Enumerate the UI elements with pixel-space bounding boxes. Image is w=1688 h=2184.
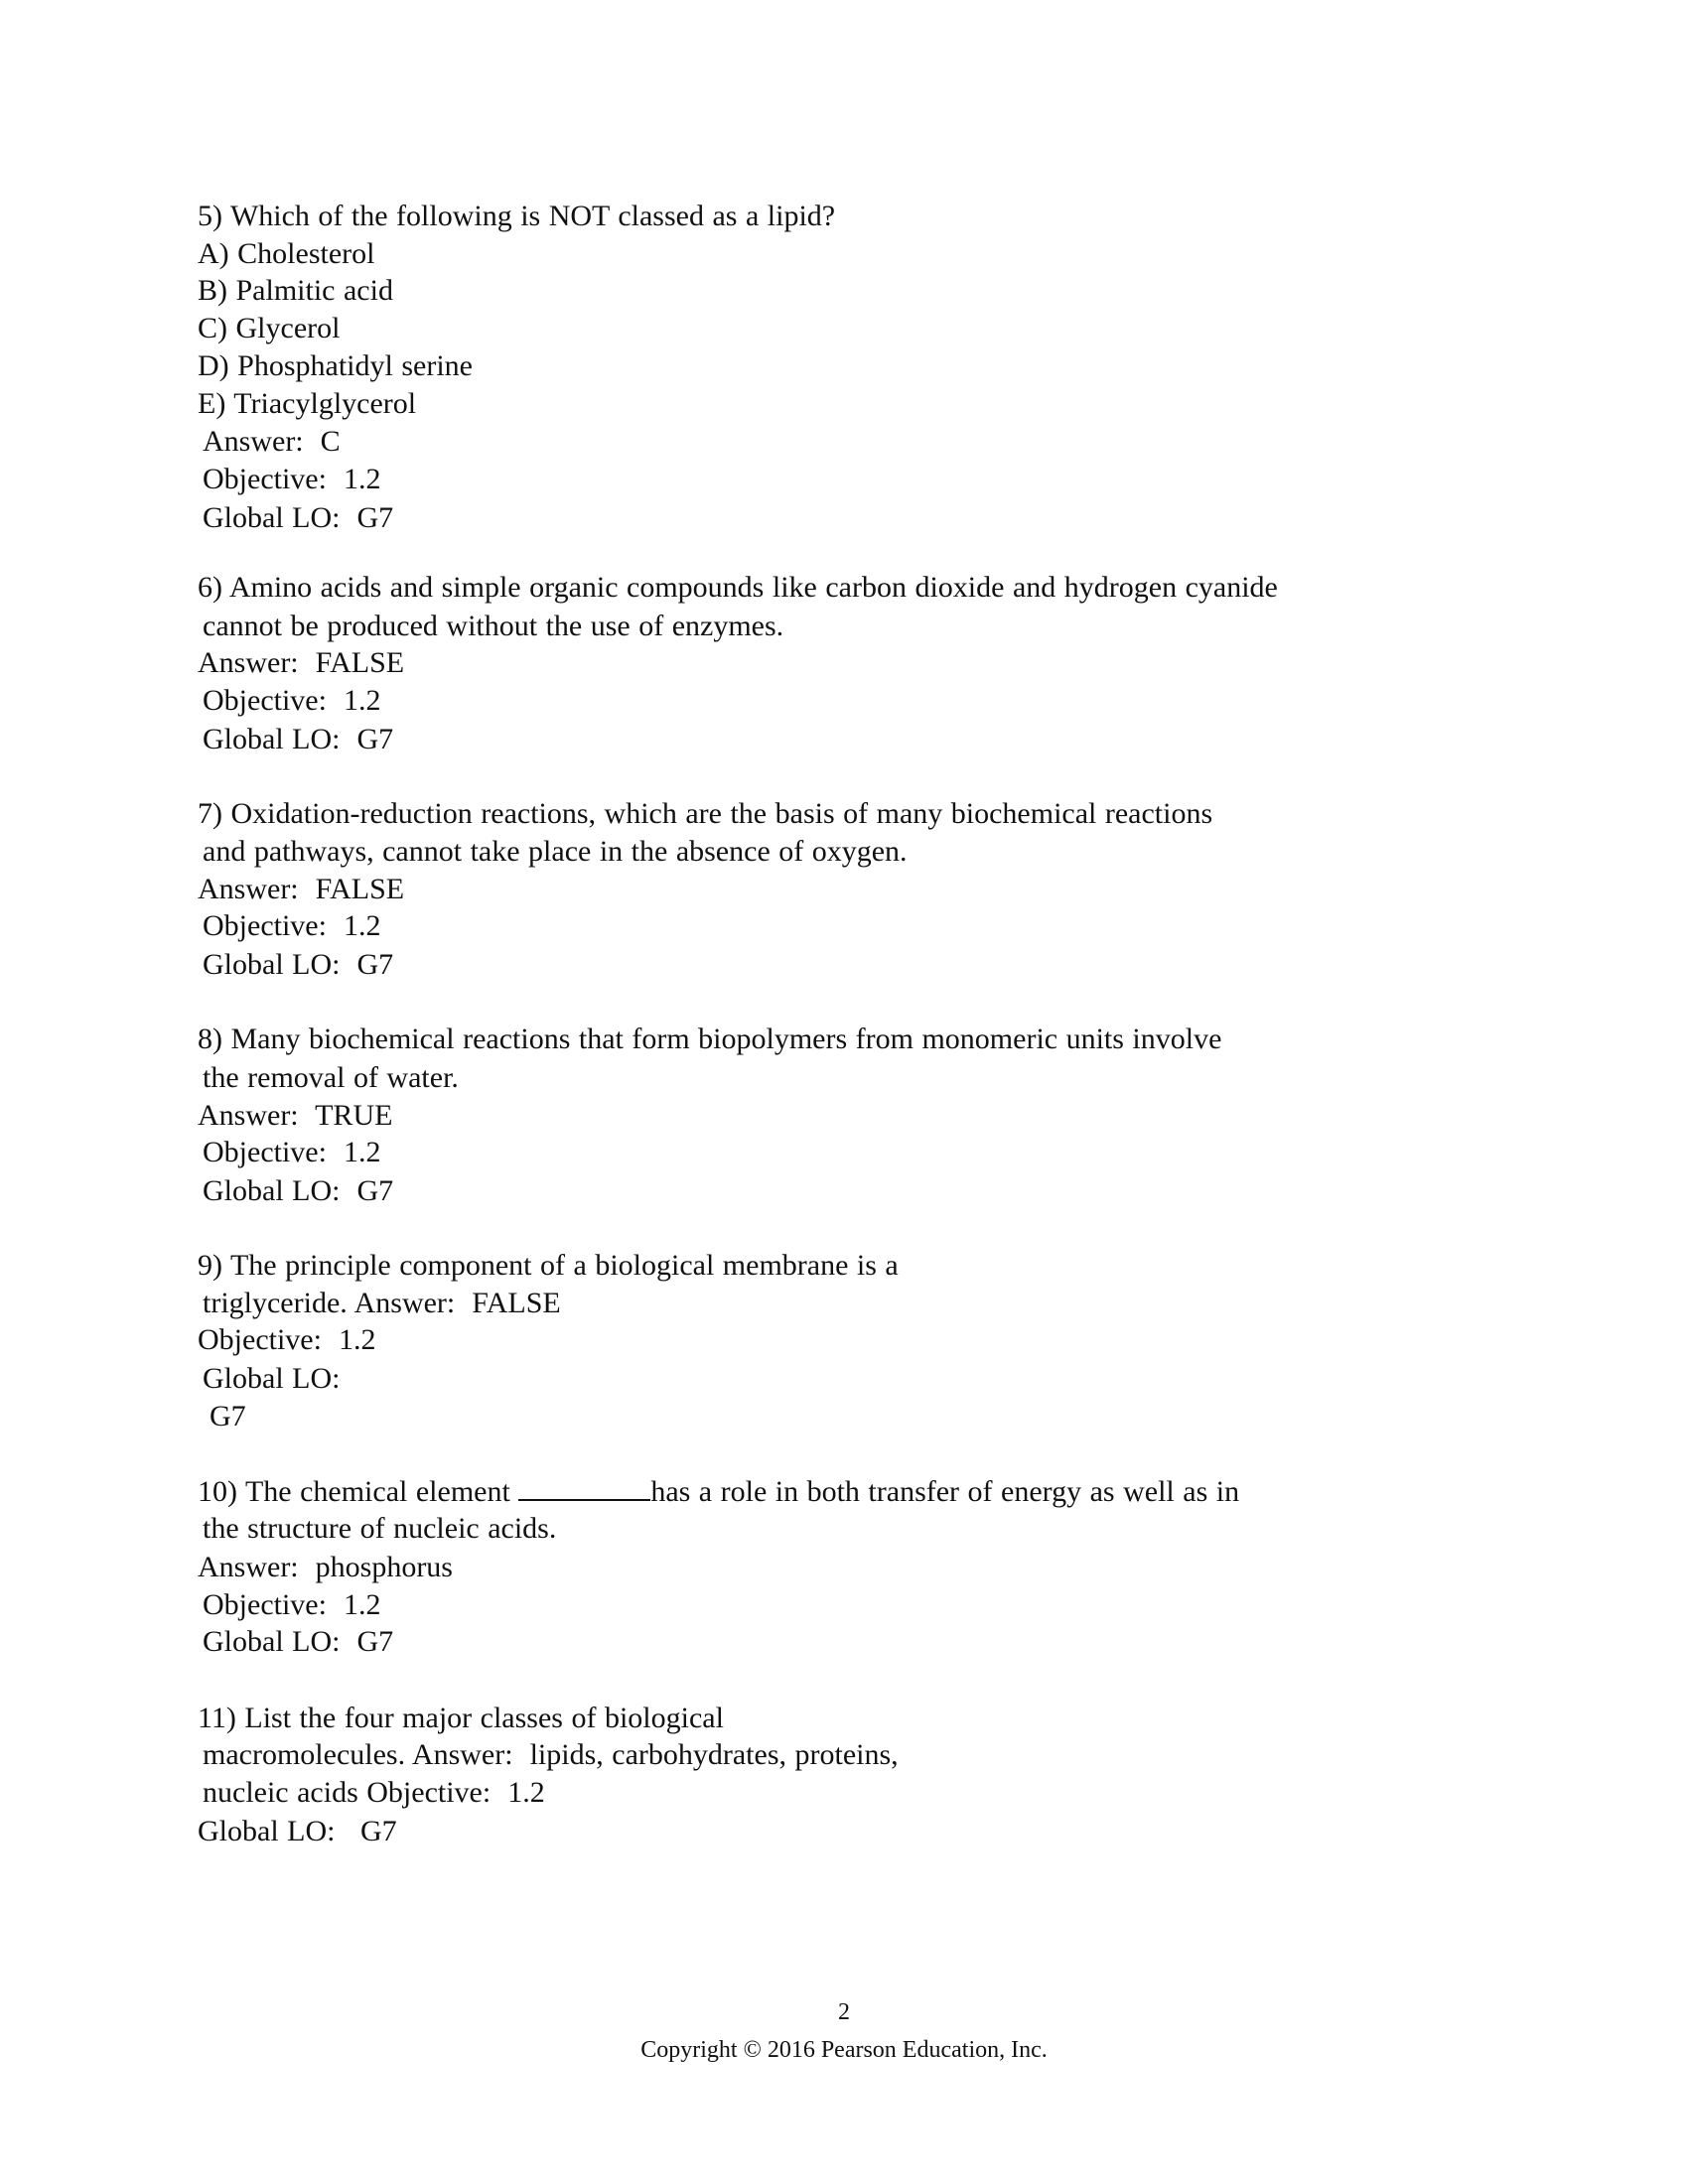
answer: Answer: TRUE	[198, 1099, 393, 1132]
question-6-stem: 6) Amino acids and simple organic compounds like carbon dioxide and hydrogen cyanide	[198, 571, 1278, 604]
question-11-stem-cont: macromolecules. Answer: lipids, carbohydrates, proteins,	[203, 1738, 899, 1771]
answer: Answer: phosphorus	[198, 1551, 453, 1583]
copyright: Copyright © 2016 Pearson Education, Inc.	[640, 2037, 1048, 2063]
question-9-stem: 9) The principle component of a biological membrane is a	[198, 1249, 899, 1282]
option-b: B) Palmitic acid	[198, 274, 393, 307]
global-lo: Global LO: G7	[203, 948, 394, 981]
answer: Answer: FALSE	[198, 646, 405, 679]
option-c: C) Glycerol	[198, 312, 341, 344]
question-10-stem-cont: the structure of nucleic acids.	[203, 1512, 557, 1545]
objective: Objective: 1.2	[203, 1136, 381, 1168]
objective: Objective: 1.2	[203, 1588, 381, 1621]
question-8-stem: 8) Many biochemical reactions that form biopolymers from monomeric units involve	[198, 1023, 1222, 1055]
fill-in-blank	[518, 1475, 650, 1501]
global-lo-value: G7	[210, 1400, 246, 1433]
option-a: A) Cholesterol	[198, 237, 375, 270]
objective: Objective: 1.2	[203, 909, 381, 942]
question-9-stem-cont: triglyceride. Answer: FALSE	[203, 1287, 561, 1319]
global-lo: Global LO: G7	[203, 1174, 394, 1207]
global-lo: Global LO: G7	[203, 723, 394, 755]
question-6-stem-cont: cannot be produced without the use of enzymes.	[203, 610, 784, 642]
answer: Answer: FALSE	[198, 873, 405, 905]
question-10-stem-start: 10) The chemical element	[198, 1475, 519, 1508]
question-10-stem	[198, 1473, 1239, 1511]
question-11-stem: 11) List the four major classes of biological	[198, 1702, 724, 1734]
objective: Objective: 1.2	[203, 684, 381, 717]
objective: Objective: 1.2	[198, 1323, 376, 1356]
question-8-stem-cont: the removal of water.	[203, 1061, 459, 1094]
answer: Answer: C	[203, 425, 341, 458]
option-e: E) Triacylglycerol	[198, 387, 417, 420]
page-number: 2	[838, 1999, 850, 2025]
question-10-stem-end: has a role in both transfer of energy as well as in	[650, 1475, 1240, 1508]
global-lo: Global LO: G7	[203, 1625, 394, 1658]
question-5-stem: 5) Which of the following is NOT classed as a lipid?	[198, 200, 836, 232]
question-7-stem-cont: and pathways, cannot take place in the absence of oxygen.	[203, 835, 908, 868]
global-lo: Global LO: G7	[198, 1815, 397, 1847]
option-d: D) Phosphatidyl serine	[198, 349, 473, 382]
question-7-stem: 7) Oxidation-reduction reactions, which are the basis of many biochemical reactions	[198, 797, 1213, 830]
objective: Objective: 1.2	[203, 463, 381, 495]
global-lo: Global LO: G7	[203, 501, 394, 534]
global-lo: Global LO:	[203, 1362, 341, 1395]
question-11-stem-cont-2: nucleic acids Objective: 1.2	[203, 1776, 545, 1809]
